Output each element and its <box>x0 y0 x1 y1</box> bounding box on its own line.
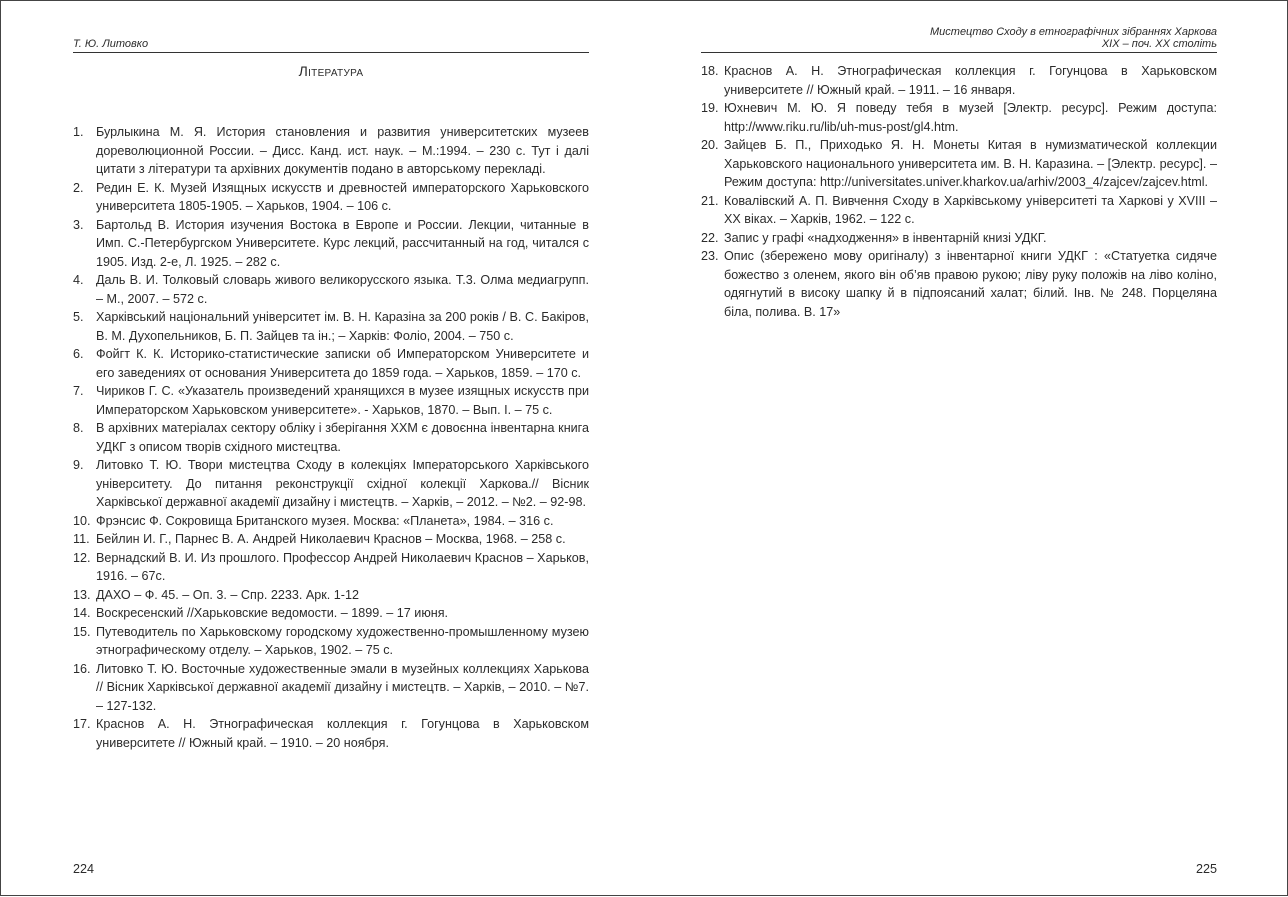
reference-item <box>73 586 589 605</box>
reference-text: Запис у графі «надходження» в інвентарній книзі УДКГ. <box>724 230 1047 245</box>
reference-text: Литовко Т. Ю. Твори мистецтва Сходу в колекціях Імператорського Харківського університету. До питання реконструкції східної колекції Харкова.// Вісник Харківської державної академії дизайну і мистецтв. – Харків, – 2012. – №2. – 92-98. <box>96 458 589 509</box>
reference-number: 2. <box>73 180 84 195</box>
reference-item <box>73 308 589 345</box>
reference-text: Бартольд В. История изучения Востока в Европе и России. Лекции, читанные в Имп. С.-Петербургском Университете. Курс лекций, рассчитанный на год, читался с 1905. Изд. 2-е, Л. 1925. – 282 с. <box>96 217 589 269</box>
section-title: Література <box>298 63 364 79</box>
reference-text: Опис (збережено мову оригіналу) з інвентарної книги УДКГ : «Статуетка сидяче божество з оленем, якого він об’яв правою рукою; ліву руку положів на ліво коліно, одягнутий в високу шапку й в підпоясаний халат; білий. Інв. № 248. Порцеляна біла, полива. В. 17» <box>724 249 1217 319</box>
reference-text: Юхневич М. Ю. Я поведу тебя в музей [Электр. ресурс]. Режим доступа: http://www.riku.ru/lib/uh-mus-post/gl4.htm. <box>724 101 1217 134</box>
reference-text: Бейлин И. Г., Парнес В. А. Андрей Николаевич Краснов – Москва, 1968. – 258 с. <box>96 532 566 546</box>
reference-number: 14. <box>73 606 91 620</box>
reference-number: 19. <box>701 101 719 115</box>
reference-number: 7. <box>73 384 84 398</box>
running-head-author: Т. Ю. Литовко <box>73 38 149 50</box>
reference-text: Краснов А. Н. Этнографическая коллекция г. Гогунцова в Харьковском университете // Южный край. – 1910. – 20 ноября. <box>96 717 589 750</box>
reference-text: Чириков Г. С. «Указатель произведений хранящихся в музее изящных искусств при Императорском Харьковском университете». - Харьков, 1870. – Вып. І. – 75 с. <box>96 384 589 417</box>
reference-text: Даль В. И. Толковый словарь живого великорусского языка. Т.3. Олма медиагрупп. – М., 2007. – 572 с. <box>96 273 589 306</box>
reference-item <box>73 271 589 308</box>
reference-item <box>73 216 589 272</box>
running-head-title <box>930 26 1217 50</box>
page-number: 224 <box>73 862 95 876</box>
reference-item <box>701 247 1217 321</box>
reference-item <box>73 456 589 512</box>
running-head-line: Мистецтво Сходу в етнографічних зібраннях Харкова <box>930 26 1217 38</box>
reference-text: Вернадский В. И. Из прошлого. Профессор Андрей Николаевич Краснов – Харьков, 1916. – 67с. <box>96 550 589 583</box>
reference-number: 20. <box>701 138 719 152</box>
reference-text: Ковалівский А. П. Вивчення Сходу в Харківському університеті та Харкові у XVIII – XX віках. – Харків, 1962. – 122 с. <box>724 193 1217 226</box>
reference-text: Литовко Т. Ю. Восточные художественные эмали в музейных коллекциях Харькова // Вісник Харківської державної академії дизайну і мистецтв. – Харків, – 2010. – №7. – 127-132. <box>96 661 589 713</box>
reference-text: Бурлыкина М. Я. История становления и развития университетских музеев дореволюционной России. – Дисс. Канд. ист. наук. – М.:1994. – 230 с. Тут і далі цитати з літератури та архівних документів подано в авторському перекладі. <box>96 125 589 176</box>
reference-list <box>701 62 1217 321</box>
page-number: 225 <box>1195 862 1217 876</box>
reference-text: Харківський національний університет ім. В. Н. Каразіна за 200 років / В. С. Бакіров, В. М. Духопельников, Б. П. Зайцев та ін.; – Харків: Фоліо, 2004. – 750 с. <box>96 310 589 343</box>
reference-item <box>73 123 589 179</box>
reference-item <box>73 549 589 586</box>
reference-item <box>701 136 1217 192</box>
reference-number: 1. <box>73 125 84 139</box>
reference-item <box>73 623 589 660</box>
reference-item <box>73 382 589 419</box>
reference-number: 6. <box>73 347 84 361</box>
running-head-line: ХІХ – поч. ХХ століть <box>1101 38 1217 50</box>
reference-number: 5. <box>73 310 84 324</box>
reference-text: Фойгт К. К. Историко-статистические записки об Императорском Университете и его заведениях от основания Университета до 1859 года. – Харьков, 1859. – 170 с. <box>96 347 589 380</box>
reference-number: 9. <box>73 458 84 472</box>
reference-text: Редин Е. К. Музей Изящных искусств и древностей императорского Харьковского университета 1805-1905. – Харьков, 1904. – 106 с. <box>96 180 589 213</box>
reference-number: 23. <box>701 249 719 263</box>
reference-number: 3. <box>73 217 84 232</box>
reference-number: 4. <box>73 273 84 287</box>
reference-item <box>73 179 589 216</box>
reference-item <box>73 660 589 716</box>
header-rule <box>701 52 1217 53</box>
reference-item <box>73 345 589 382</box>
reference-number: 16. <box>73 661 91 676</box>
reference-number: 15. <box>73 624 91 639</box>
reference-item <box>73 419 589 456</box>
reference-item <box>701 62 1217 99</box>
reference-number: 21. <box>701 193 719 208</box>
reference-item <box>701 99 1217 136</box>
reference-text: В архівних матеріалах сектору обліку і зберігання ХХМ є довоєнна інвентарна книга УДКГ з описом творів східного мистецтва. <box>96 421 589 454</box>
left-page <box>73 1 589 897</box>
header-rule <box>73 52 589 53</box>
reference-item <box>73 512 589 531</box>
reference-text: ДАХО – Ф. 45. – Оп. 3. – Спр. 2233. Арк. 1-12 <box>96 587 359 602</box>
reference-item <box>701 192 1217 229</box>
reference-number: 18. <box>701 64 719 78</box>
reference-number: 8. <box>73 421 84 435</box>
reference-item <box>73 530 589 549</box>
reference-text: Путеводитель по Харьковскому городскому художественно-промышленному музею этнографическому отделу. – Харьков, 1902. – 75 с. <box>96 624 589 657</box>
reference-list <box>73 123 589 752</box>
right-page <box>701 1 1217 897</box>
reference-number: 12. <box>73 550 91 565</box>
reference-text: Фрэнсис Ф. Сокровища Британского музея. Москва: «Планета», 1984. – 316 с. <box>96 513 554 528</box>
reference-number: 11. <box>73 532 90 546</box>
reference-text: Зайцев Б. П., Приходько Я. Н. Монеты Китая в нумизматической коллекции Харьковского национального университета им. В. Н. Каразина. – [Электр. ресурс]. – Режим доступа: http://universitates.univer.kharkov.ua/arhiv/2003_4/zajcev/zajcev.html. <box>724 138 1217 189</box>
reference-number: 13. <box>73 587 91 602</box>
reference-number: 22. <box>701 230 719 245</box>
reference-number: 10. <box>73 513 91 528</box>
reference-item <box>73 604 589 623</box>
reference-number: 17. <box>73 717 91 731</box>
reference-text: Краснов А. Н. Этнографическая коллекция г. Гогунцова в Харьковском университете // Южный край. – 1911. – 16 января. <box>724 64 1217 97</box>
reference-text: Воскресенский //Харьковские ведомости. – 1899. – 17 июня. <box>96 606 449 620</box>
reference-item <box>701 229 1217 248</box>
reference-item <box>73 715 589 752</box>
